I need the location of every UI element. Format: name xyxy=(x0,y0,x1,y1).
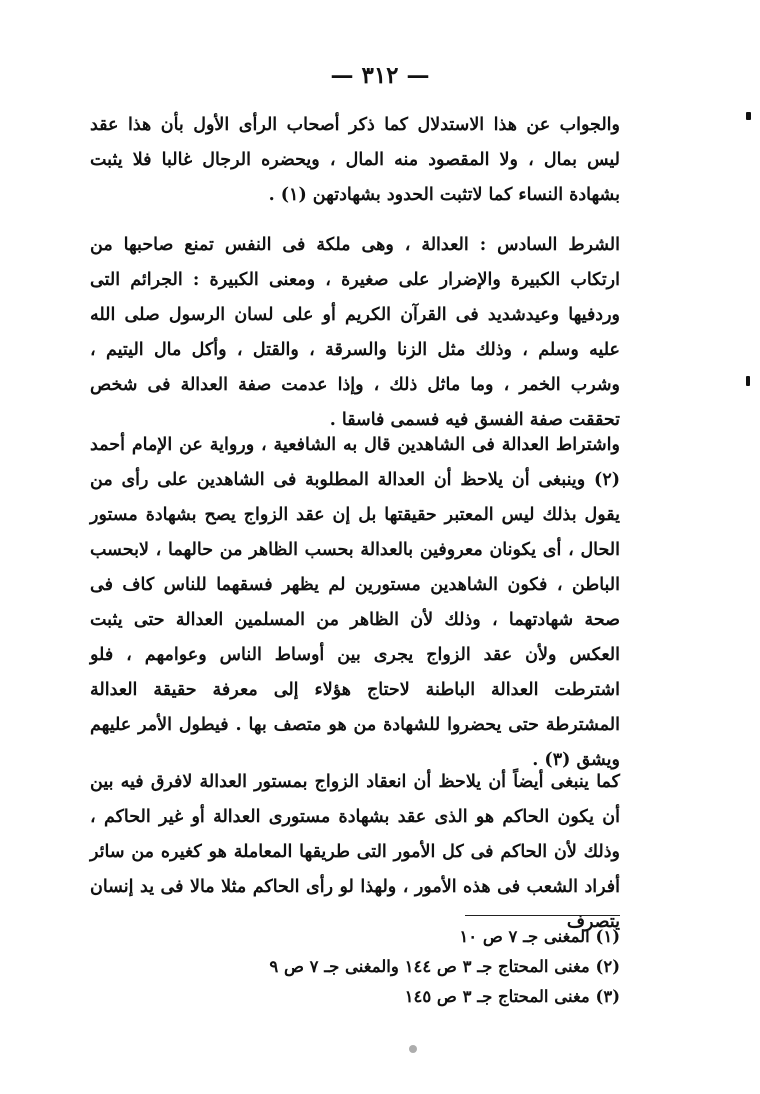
scan-edge-mark xyxy=(746,376,750,386)
footnote-1: (١) المغنى جـ ٧ ص ١٠ xyxy=(459,927,620,946)
paragraph-text: واشتراط العدالة فى الشاهدين قال به الشافعية ، ورواية عن الإمام أحمد (٢) وينبغى أن يلاحظ أن العدالة المطلوبة فى الشاهدين على رأى من يقول بذلك ليس المعتبر حقيقتها بل إن عقد الزواج يصح بشهادة مستور الحال ، أى يكونان معروفين بالعدالة بحسب الظاهر من حالهما ، لابحسب الباطن ، فكون الشاهدين مستورين لم يظهر فسقهما للناس كاف فى صحة شهادتهما ، وذلك لأن الظاهر من المسلمين العدالة حتى يثبت العكس ولأن عقد الزواج يجرى بين أوساط الناس وعوامهم ، فلو اشترطت العدالة الباطنة لاحتاج هؤلاء إلى معرفة حقيقة العدالة المشترطة حتى يحضروا للشهادة من هو متصف بها . فيطول الأمر عليهم ويشق (٣) . xyxy=(90,435,620,770)
footnote-2: (٢) مغنى المحتاج جـ ٣ ص ١٤٤ والمغنى جـ ٧ ص ٩ xyxy=(269,957,620,976)
paragraph-text: والجواب عن هذا الاستدلال كما ذكر أصحاب الرأى الأول بأن هذا عقد ليس بمال ، ولا المقصود منه المال ، ويحضره الرجال غالبا فلا يثبت بشهادة النساء كما لاتثبت الحدود بشهادتهن (١) . xyxy=(90,115,620,205)
paragraph-3 xyxy=(90,428,620,778)
paragraph-4 xyxy=(90,765,620,940)
print-speck xyxy=(409,1045,417,1053)
paragraph-2 xyxy=(90,228,620,438)
page-number: — ٣١٢ — xyxy=(330,62,430,89)
paragraph-text: كما ينبغى أيضاً أن يلاحظ أن انعقاد الزواج بمستور العدالة لافرق فيه بين أن يكون الحاكم هو الذى عقد بشهادة مستورى العدالة أو غير الحاكم ، وذلك لأن الحاكم فى كل الأمور التى طريقها المعاملة هو كغيره من سائر أفراد الشعب فى هذه الأمور ، ولهذا لو رأى الحاكم مثلا مالا فى يد إنسان يتصرف xyxy=(90,772,620,932)
paragraph-text: الشرط السادس : العدالة ، وهى ملكة فى النفس تمنع صاحبها من ارتكاب الكبيرة والإضرار على صغيرة ، ومعنى الكبيرة : الجرائم التى وردفيها وعيدشديد فى القرآن الكريم أو على لسان الرسول صلى الله عليه وسلم ، وذلك مثل الزنا والسرقة ، والقتل ، وأكل مال اليتيم ، وشرب الخمر ، وما ماثل ذلك ، وإذا عدمت صفة العدالة فى شخص تحققت صفة الفسق فيه فسمى فاسقا . xyxy=(90,235,620,430)
scan-edge-mark xyxy=(746,112,751,120)
footnote-separator xyxy=(465,915,620,916)
footnotes xyxy=(200,922,620,1012)
footnote-3: (٣) مغنى المحتاج جـ ٣ ص ١٤٥ xyxy=(404,987,620,1006)
paragraph-1 xyxy=(90,108,620,213)
